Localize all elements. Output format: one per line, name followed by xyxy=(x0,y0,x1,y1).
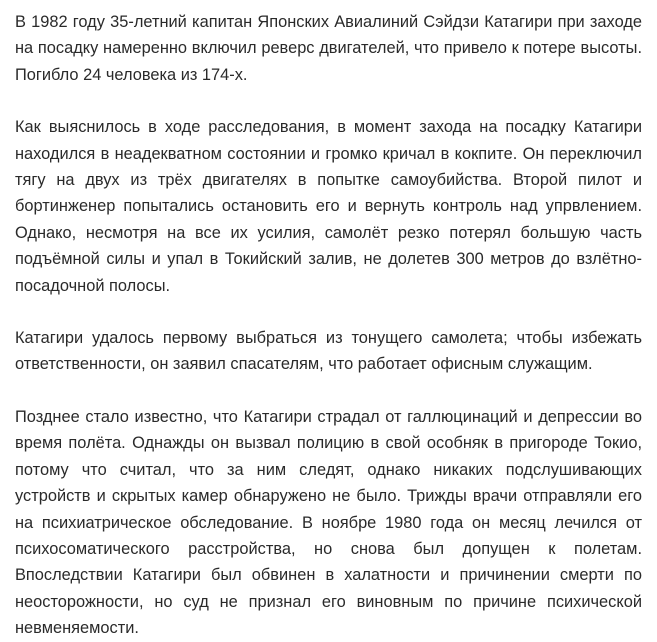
paragraph-investigation: Как выяснилось в ходе расследования, в момент захода на посадку Катагири находился в неадекватном состоянии и громко кричал в кокпите. Он переключил тягу на двух из трёх двигателях в попытке самоубийства. Второй пилот и бортинженер попытались остановить его и вернуть контроль над упрвлением. Однако, несмотря на все их усилия, самолёт резко потерял большую часть подъёмной силы и упал в Токийский залив, не долетев 300 метров до взлётно-посадочной полосы. xyxy=(15,118,642,295)
paragraph-crash-summary: В 1982 году 35-летний капитан Японских Авиалиний Сэйдзи Катагири при заходе на посадку намеренно включил реверс двигателей, что привело к потере высоты. Погибло 24 человека из 174-х. xyxy=(15,13,642,84)
paragraph-escape: Катагири удалось первому выбраться из тонущего самолета; чтобы избежать ответственности, он заявил спасателям, что работает офисным служащим. xyxy=(15,329,642,374)
paragraph-mental-health: Позднее стало известно, что Катагири страдал от галлюцинаций и депрессии во время полёта. Однажды он вызвал полицию в свой особняк в пригороде Токио, потому что считал, что за ним следят, однако никаких подслушивающих устройств и скрытых камер обнаружено не было. Трижды врачи отправляли его на психиатрическое обследование. В ноябре 1980 года он месяц лечился от психосоматического расстройства, но снова был допущен к полетам. Впоследствии Катагири был обвинен в халатности и причинении смерти по неосторожности, но суд не признал его виновным по причине психической невменяемости. xyxy=(15,407,642,638)
